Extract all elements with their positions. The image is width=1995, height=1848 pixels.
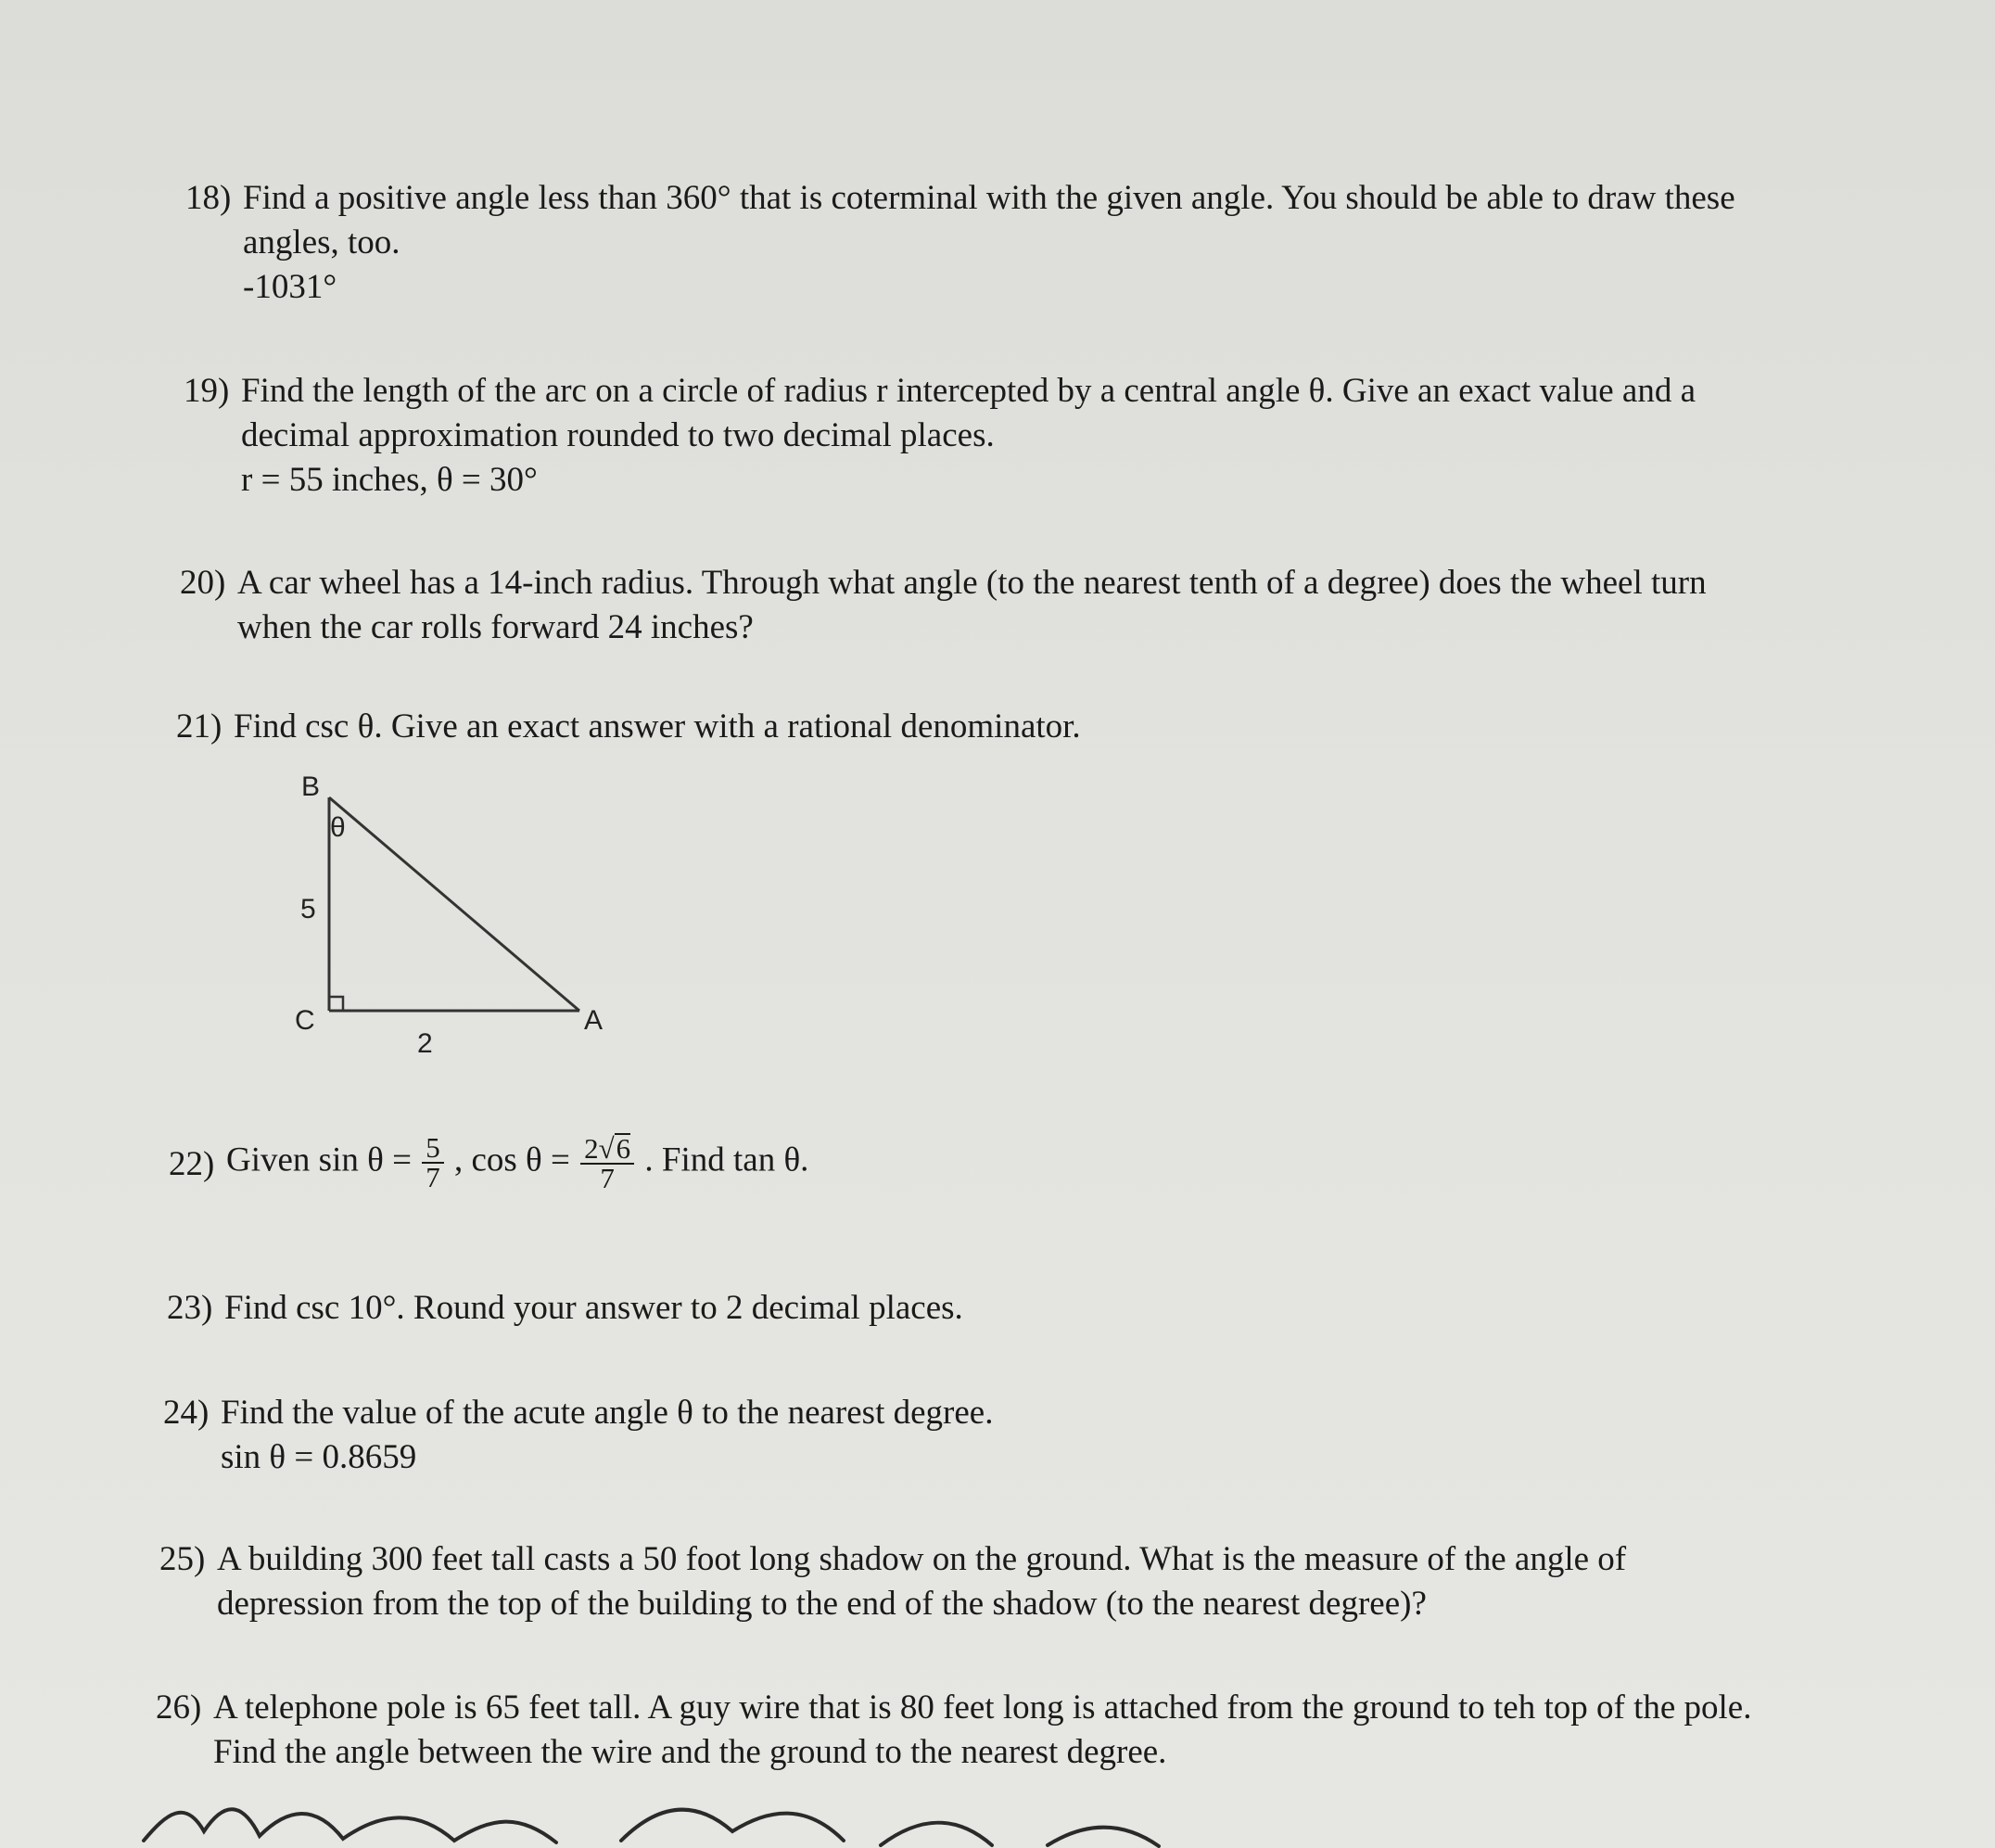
problem-given: r = 55 inches, θ = 30° bbox=[241, 461, 538, 499]
problem-text-line: Find the angle between the wire and the ground to the nearest degree. bbox=[213, 1733, 1167, 1771]
problem-number: 26) bbox=[156, 1689, 202, 1727]
cos-radicand: 6 bbox=[616, 1132, 631, 1165]
sin-fraction bbox=[422, 1131, 444, 1193]
side-bc-label: 5 bbox=[300, 894, 316, 924]
problem-number: 18) bbox=[185, 179, 232, 217]
problem-text-line: when the car rolls forward 24 inches? bbox=[237, 608, 754, 646]
problem-text-line: Find csc θ. Give an exact answer with a rational denominator. bbox=[234, 707, 1081, 746]
vertex-a-label: A bbox=[584, 1005, 604, 1036]
problem-text-line: Find the value of the acute angle θ to the nearest degree. bbox=[221, 1394, 994, 1432]
side-ab bbox=[329, 797, 579, 1011]
cos-denominator: 7 bbox=[600, 1162, 615, 1194]
problem-number: 23) bbox=[167, 1289, 213, 1327]
given-cos-text: , cos θ = bbox=[453, 1141, 570, 1179]
problem-number: 20) bbox=[180, 564, 226, 602]
vertex-b-label: B bbox=[301, 771, 321, 802]
problem-text-line: decimal approximation rounded to two decimal places. bbox=[241, 416, 995, 454]
side-ca-label: 2 bbox=[417, 1028, 433, 1059]
problem-text-line: depression from the top of the building to the end of the shadow (to the nearest degree)? bbox=[217, 1585, 1427, 1623]
problem-text-line: Find a positive angle less than 360° that is coterminal with the given angle. You should be able to draw these bbox=[243, 179, 1735, 217]
find-tan-text: . Find tan θ. bbox=[644, 1141, 809, 1179]
problem-text-line: angles, too. bbox=[243, 223, 400, 261]
given-sin-text: Given sin θ = bbox=[226, 1141, 412, 1179]
problem-number: 22) bbox=[169, 1145, 215, 1183]
cos-coefficient: 2 bbox=[584, 1132, 599, 1165]
cos-fraction: $\frac{2√6}{7}$ bbox=[580, 1133, 634, 1192]
angle-theta-label: θ bbox=[330, 812, 346, 843]
problem-given: sin θ = 0.8659 bbox=[221, 1438, 417, 1476]
sin-numerator: 5 bbox=[422, 1134, 444, 1164]
sin-denominator: 7 bbox=[426, 1161, 440, 1193]
handwriting-scribble bbox=[139, 1794, 1252, 1848]
right-triangle-diagram bbox=[278, 760, 649, 1066]
problem-number: 21) bbox=[176, 707, 222, 746]
problem-given: -1031° bbox=[243, 268, 337, 306]
vertex-c-label: C bbox=[295, 1005, 315, 1036]
problem-text-line: A car wheel has a 14-inch radius. Through what angle (to the nearest tenth of a degree) does the wheel turn bbox=[237, 564, 1707, 602]
problem-text-line: A building 300 feet tall casts a 50 foot long shadow on the ground. What is the measure of the angle of bbox=[217, 1540, 1627, 1578]
problem-number: 24) bbox=[163, 1394, 210, 1432]
problem-text-line: Find csc 10°. Round your answer to 2 decimal places. bbox=[224, 1289, 963, 1327]
problem-text-line: Find the length of the arc on a circle of radius r intercepted by a central angle θ. Give an exact value and a bbox=[241, 372, 1696, 410]
problem-number: 25) bbox=[159, 1540, 206, 1578]
right-angle-mark bbox=[329, 997, 343, 1011]
problem-number: 19) bbox=[184, 372, 230, 410]
problem-text-line: A telephone pole is 65 feet tall. A guy wire that is 80 feet long is attached from the ground to teh top of the pole. bbox=[213, 1689, 1752, 1727]
